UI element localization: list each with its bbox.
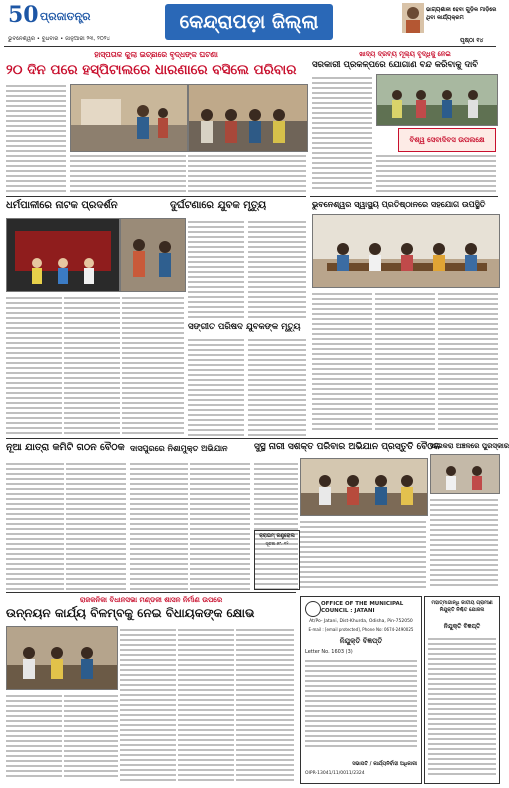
masthead-ad-caption: ଭାଗ୍ୟଶାଳୀ ହେବା ଗୁଡ଼ିକ ମାଡ଼ିରେ ଥିବା କାର୍ଯ୍ୟକ୍ରମ (426, 7, 497, 21)
small-notice-ref: ସୂଚନା ନଂ. ୧୨ (265, 542, 289, 547)
right-story-col-1 (312, 74, 372, 194)
right-notice-body (428, 635, 496, 779)
story-4c-photo (300, 458, 428, 516)
divider-1 (6, 196, 306, 197)
story-1-col-3 (188, 152, 306, 192)
divider-5 (6, 592, 296, 593)
kicker-1: ହାସ୍ପତାଳ କୁଲା ଇଚ୍ଛାରେ ବୃଦ୍ଧଙ୍କ ଘଟଣା (94, 50, 218, 59)
right-story-4-photo (430, 454, 500, 494)
masthead (0, 0, 500, 48)
newspaper-logo (8, 4, 118, 32)
tender-sub: At/Po- Jatani, Dist-Khurda, Odisha, Pin-752050 (309, 619, 413, 624)
tender-oipr: OIPR-13041/11/0011/2324 (305, 771, 365, 776)
story-1-photo-hospital (70, 84, 188, 152)
headline-5: ଉନ୍ନୟନ କାର୍ଯ୍ୟ ବିଳମ୍ବକୁ ନେଇ ବିଧାୟକଙ୍କ କ୍ଷୋଭ (6, 606, 255, 620)
small-notice (254, 530, 300, 590)
page-number: ପୃଷ୍ଠା ୧୪ (460, 37, 484, 44)
story-4b-col-2 (190, 460, 250, 590)
right-photo-meeting (312, 214, 500, 288)
headline-4c: ସୁସ୍ଥ ନାରୀ ସଶକ୍ତ ପରିବାର ଅଭିଯାନ ପ୍ରସ୍ତୁତି ବୈଠକ (254, 442, 440, 452)
right-photo-protest (376, 74, 498, 126)
inset-box (398, 128, 496, 152)
right-divider (310, 196, 498, 197)
tender-title: OFFICE OF THE MUNICIPAL COUNCIL : JATANI (321, 601, 404, 614)
tender-emblem-icon (305, 601, 321, 617)
page-title: କେନ୍ଦ୍ରାପଡ଼ା ଜିଲ୍ଲା (179, 11, 319, 33)
inset-title: ବିଶ୍ୱ ସେବାଦିବସ ଉପଲକ୍ଷେ (409, 136, 485, 144)
right-story-col-2 (376, 152, 496, 194)
right-story-4-col (430, 496, 498, 590)
headline-2b: ଦୁର୍ଘଟଣାରେ ଯୁବକ ମୃତ୍ୟୁ (170, 200, 267, 211)
story-5-col-3 (120, 626, 176, 782)
right-story-2-col-1 (312, 290, 372, 434)
story-2-col-1 (6, 294, 62, 434)
story-4-col-2 (66, 460, 126, 590)
page-title-box (165, 4, 333, 40)
tender-notice (300, 596, 422, 784)
story-2-col-3 (122, 294, 184, 434)
date-line: ଭୁବନେଶ୍ୱର • ବୁଧବାର • ଜାନୁଆରୀ ୨୩, ୨୦୨୪ (8, 36, 110, 42)
right-story-2-col-3 (438, 290, 498, 434)
story-4-col-1 (6, 460, 64, 590)
tender-ref: Letter No. 1603 (3) (305, 649, 353, 655)
tender-body (305, 657, 417, 753)
headline-4: ନୂଆ ଯାତ୍ରା କମିଟି ଗଠନ ବୈଠକ (6, 442, 125, 453)
right-notice-title: ମହାତ୍ମାଗାନ୍ଧି ଜାତୀୟ ଗ୍ରାମୀଣ ନିଯୁକ୍ତି ନିଶ୍ଚିତ ଯୋଜନା (431, 600, 493, 613)
right-kicker: ଖାଦ୍ୟ ଦ୍ରବ୍ୟ ମୂଲ୍ୟ ବୃଦ୍ଧିକୁ ନେଇ (359, 50, 451, 58)
tender-heading: ନିଯୁକ୍ତି ବିଜ୍ଞପ୍ତି (339, 637, 383, 645)
tender-sign: ସଭାପତି / କାର୍ଯ୍ୟନିର୍ବାହୀ ଅଧିକାରୀ (352, 761, 417, 767)
right-notice (424, 596, 500, 784)
headline-2: ଧର୍ମପାଳୀରେ ନାଟକ ପ୍ରଦର୍ଶନ (6, 200, 118, 211)
story-2b-col-2 (248, 218, 306, 318)
kicker-5: ରାଜକନିକା ବିଧାନସଭା ମଣ୍ଡଳୀ ଶାସନ ନିର୍ମାଣ ଉପରେ (79, 596, 223, 604)
small-notice-title: କ୍ରାଇମ୍ କଣ୍ଟ୍ରୋଲ (259, 533, 295, 539)
story-5-col-5 (236, 626, 294, 782)
story-4b-col-1 (130, 460, 188, 590)
story-5-col-4 (178, 626, 234, 782)
masthead-ad-image (402, 3, 424, 33)
story-5-col-2 (64, 692, 118, 782)
story-2b-col-1 (188, 218, 244, 318)
story-5-photo (6, 626, 118, 690)
right-story-2-col-2 (375, 290, 435, 434)
headline-1: ୨୦ ଦିନ ପରେ ହସ୍ପିଟାଲରେ ଧାରଣାରେ ବସିଲେ ପରିବାର (6, 62, 297, 78)
story-2-photo-stage (6, 218, 120, 292)
story-5-col-1 (6, 692, 62, 782)
mid-headline-3: ସଙ୍ଗୀତ ପରିଷଦ ଯୁବକଙ୍କ ମୃତ୍ୟୁ (188, 322, 301, 332)
tender-contact: E-mail : [email protected], Phone No: 0674-2490025 (308, 627, 414, 632)
right-headline-4: ପାଇକରା ଅଞ୍ଚଳରେ ପୁରସ୍କାର (430, 442, 509, 450)
masthead-rule (4, 46, 496, 47)
story-4c-col-2 (300, 518, 426, 590)
right-notice-sub: ନିଯୁକ୍ତି ବିଜ୍ଞପ୍ତି (443, 623, 481, 630)
story-3-col-2 (248, 336, 306, 434)
story-2-col-2 (64, 294, 120, 434)
right-headline-2: ଭୁବନେଶ୍ୱର ସ୍ୱାସ୍ଥ୍ୟ ପ୍ରତିଷ୍ଠାନରେ ସହଯୋଗ ଉପସ୍ଥିତି (312, 200, 486, 209)
story-1-photo-crowd (188, 84, 308, 152)
story-1-col-1 (6, 82, 66, 192)
logo-name: ପ୍ରଜାତନ୍ତ୍ର (40, 10, 91, 23)
logo-number: 50 (8, 2, 39, 28)
story-2-photo-crowd (120, 218, 186, 292)
story-3-col-1 (188, 336, 244, 434)
right-headline-1: ସରକାରୀ ପ୍ରକଳ୍ପରେ ଯୋଗାଣ ବନ୍ଦ କରିବାକୁ ଦାବି (312, 60, 479, 70)
story-1-col-2 (70, 152, 186, 192)
headline-4b: ଦାସପୁରରେ ନିଶାମୁକ୍ତ ଅଭିଯାନ (130, 444, 228, 453)
divider-4 (6, 438, 498, 439)
